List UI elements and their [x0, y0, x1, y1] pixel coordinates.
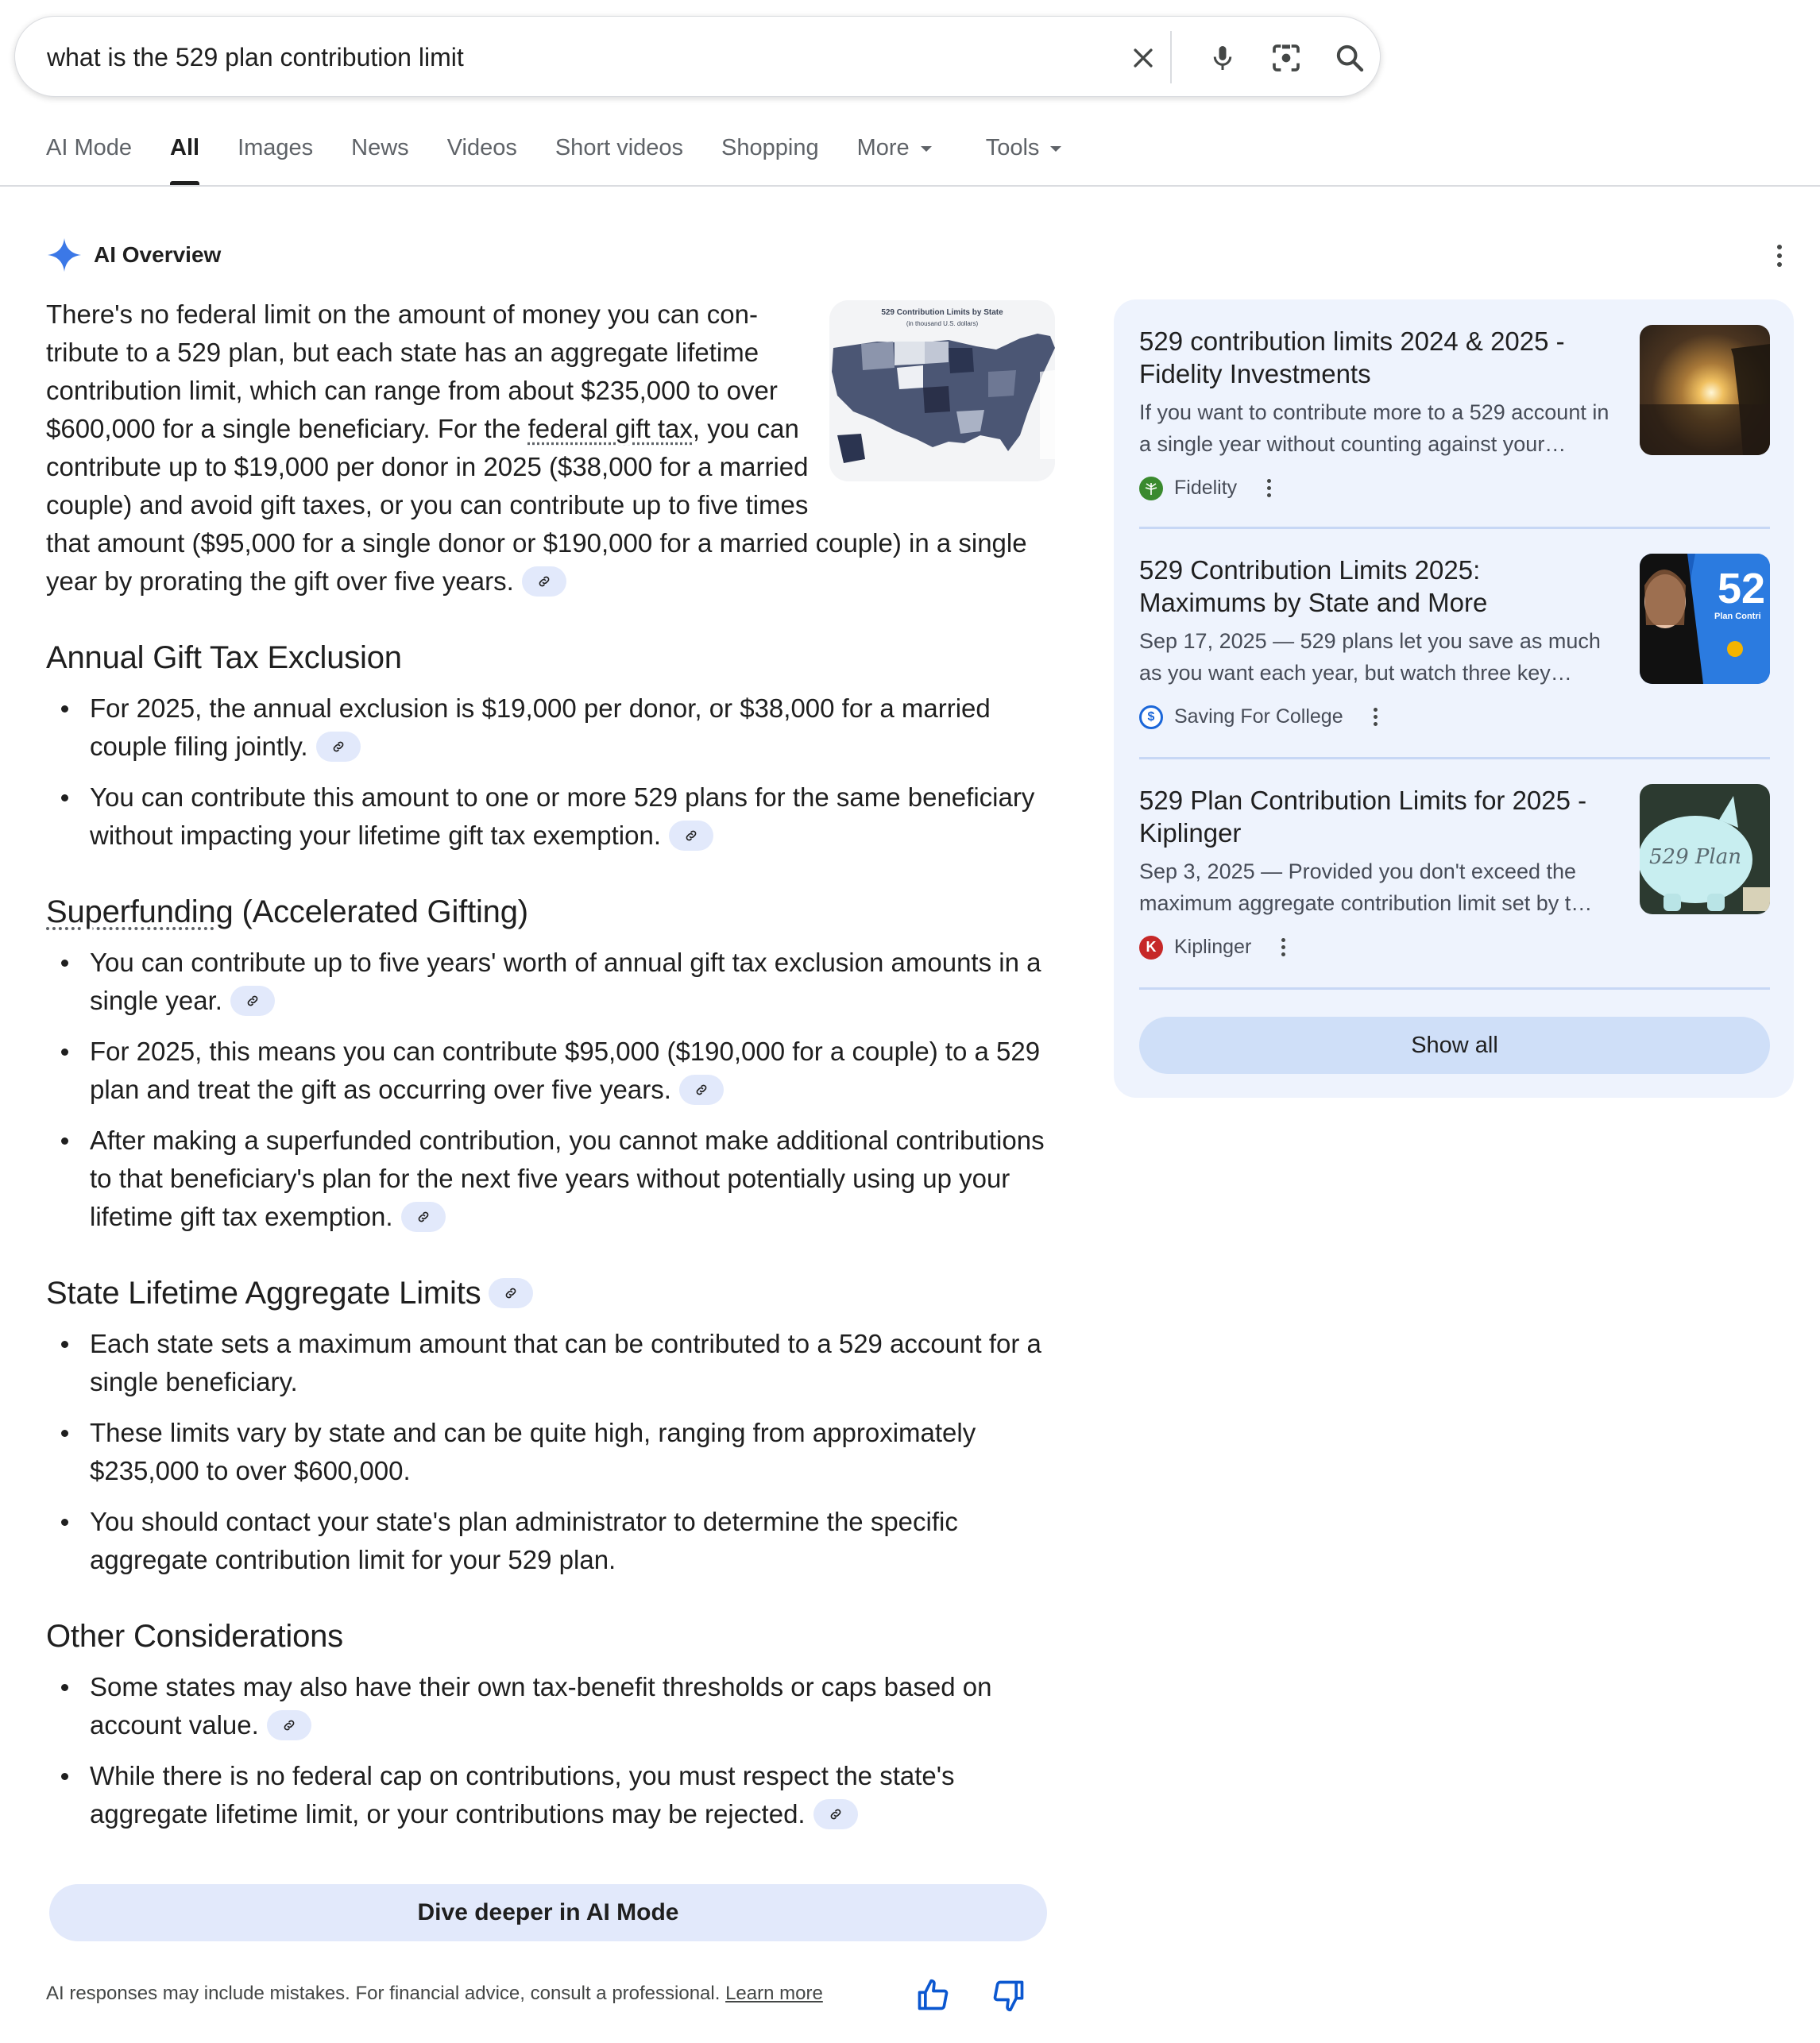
- source-more-button[interactable]: [1275, 935, 1292, 960]
- section-heading-annual-exclusion: Annual Gift Tax Exclusion: [46, 640, 402, 675]
- link-icon: [282, 1718, 296, 1732]
- more-vert-icon-dot: [1374, 715, 1378, 719]
- saving-for-college-favicon-icon: [1139, 705, 1163, 729]
- source-divider: [1139, 527, 1770, 529]
- state-limits-list: [46, 1325, 1055, 1579]
- more-vert-icon: [1267, 479, 1271, 483]
- more-vert-icon: [1281, 938, 1285, 942]
- more-vert-icon-dot: [1777, 262, 1782, 267]
- federal-gift-tax-link[interactable]: federal gift tax: [527, 414, 693, 443]
- lens-search-button[interactable]: [1264, 36, 1308, 80]
- heading-text: (Accelerated Gifting): [233, 894, 528, 929]
- more-vert-icon-dot: [1281, 945, 1285, 949]
- source-thumbnail-piggy-bank: [1640, 784, 1770, 914]
- intro-text-2: , you can contribute up to $19,000 per donor in 2025 ($38,000 for a married couple) and avoid gift taxes, or you can contribute up to five times that amount ($95,000 for a single donor or $190,000 for a married couple) in a single year by prorating the gift over five years.: [46, 414, 1027, 596]
- more-vert-icon: [1374, 708, 1378, 712]
- section-heading-other: Other Considerations: [46, 1619, 343, 1654]
- bullet-text: You can contribute up to five years' worth of annual gift tax exclusion amounts in a single year.: [90, 948, 1041, 1015]
- list-item: [46, 1122, 1055, 1236]
- source-meta: [1139, 476, 1770, 500]
- bullet-text: These limits vary by state and can be quite high, ranging from approximately $235,000 to over $600,000.: [90, 1418, 976, 1485]
- citation-link-button[interactable]: [230, 986, 275, 1016]
- svg-text:(in thousand U.S. dollars): (in thousand U.S. dollars): [906, 320, 979, 327]
- source-card-savingforcollege[interactable]: [1139, 554, 1770, 729]
- disclaimer-text: AI responses may include mistakes. For financial advice, consult a professional.: [46, 1983, 721, 2004]
- link-icon: [245, 994, 260, 1008]
- citation-link-button[interactable]: [489, 1278, 533, 1308]
- search-icon: [1334, 42, 1366, 74]
- tab-ai-mode[interactable]: [46, 135, 132, 186]
- close-icon: [1130, 44, 1157, 71]
- source-card-kiplinger[interactable]: [1139, 784, 1770, 960]
- citation-link-button[interactable]: [267, 1710, 311, 1740]
- tab-label: Shopping: [721, 135, 819, 160]
- annual-exclusion-list: [46, 689, 1055, 855]
- source-meta: [1139, 935, 1770, 960]
- ai-overview-title: AI Overview: [94, 242, 222, 267]
- source-snippet: If you want to contribute more to a 529 account in a single year without counting against your…: [1139, 400, 1609, 456]
- thumbs-down-button[interactable]: [991, 1978, 1026, 2013]
- tab-short-videos[interactable]: [555, 135, 683, 186]
- citation-link-button[interactable]: [316, 732, 361, 762]
- fidelity-favicon-icon: [1139, 477, 1163, 500]
- bullet-text: For 2025, the annual exclusion is $19,000 per donor, or $38,000 for a married couple filing jointly.: [90, 693, 991, 761]
- microphone-icon: [1208, 42, 1237, 74]
- bullet-text: You should contact your state's plan administrator to determine the specific aggregate contribution limit for your 529 plan.: [90, 1507, 958, 1574]
- ai-overview-header: [46, 235, 221, 275]
- bullet-text: Each state sets a maximum amount that can be contributed to a 529 account for a single beneficiary.: [90, 1329, 1041, 1396]
- ai-overview-body: [46, 295, 1055, 1846]
- thumbs-down-icon: [991, 1978, 1026, 2013]
- tab-label: AI Mode: [46, 135, 132, 160]
- ai-overview-more-button[interactable]: [1765, 238, 1794, 273]
- source-title[interactable]: 529 Contribution Limits 2025: Maximums by State and More: [1139, 555, 1488, 617]
- more-vert-icon-dot: [1281, 952, 1285, 956]
- source-more-button[interactable]: [1367, 705, 1384, 729]
- source-meta: [1139, 705, 1770, 729]
- tab-label: News: [351, 135, 409, 160]
- source-divider: [1139, 757, 1770, 759]
- more-vert-icon-dot: [1374, 722, 1378, 726]
- list-item: [46, 1503, 1055, 1579]
- search-input[interactable]: [47, 39, 1080, 75]
- source-snippet: Sep 17, 2025 — 529 plans let you save as much as you want each year, but watch three key…: [1139, 629, 1601, 685]
- link-icon: [829, 1807, 843, 1821]
- map-title: 529 Contribution Limits by State: [881, 308, 1003, 317]
- list-item: [46, 778, 1055, 855]
- sparkle-icon: [46, 235, 83, 275]
- link-icon: [416, 1210, 431, 1224]
- svg-text:Plan Contri: Plan Contri: [1714, 612, 1761, 621]
- bullet-text: After making a superfunded contribution, you cannot make additional contributions to that beneficiary's plan for the next five years without potentially using up your lifetime gift tax exemption.: [90, 1126, 1045, 1231]
- bullet-text: You can contribute this amount to one or more 529 plans for the same beneficiary without impacting your lifetime gift tax exemption.: [90, 782, 1035, 850]
- tab-label: Images: [238, 135, 314, 160]
- more-vert-icon-dot: [1777, 253, 1782, 258]
- source-more-button[interactable]: [1261, 476, 1277, 500]
- source-site-name: Kiplinger: [1174, 936, 1252, 958]
- list-item: [46, 1033, 1055, 1109]
- list-item: [46, 1757, 1055, 1833]
- list-item: [46, 1414, 1055, 1490]
- search-submit-button[interactable]: [1327, 36, 1372, 80]
- link-icon: [694, 1083, 709, 1097]
- search-bar: [14, 16, 1381, 97]
- link-icon: [504, 1286, 518, 1300]
- learn-more-link[interactable]: Learn more: [725, 1983, 823, 2004]
- citation-link-button[interactable]: [679, 1075, 724, 1105]
- search-tabs: [46, 135, 1099, 186]
- tab-news[interactable]: [351, 135, 409, 186]
- piggy-bank-image: [1640, 784, 1770, 914]
- source-thumbnail-video: [1640, 554, 1770, 684]
- dive-deeper-ai-mode-button[interactable]: Dive deeper in AI Mode: [49, 1884, 1047, 1941]
- caret-down-icon: [1050, 146, 1061, 152]
- citation-link-button[interactable]: [401, 1202, 446, 1232]
- bullet-text: While there is no federal cap on contributions, you must respect the state's aggregate lifetime limit, or your contributions may be rejected.: [90, 1761, 955, 1829]
- clear-search-button[interactable]: [1121, 36, 1165, 80]
- source-divider: [1139, 987, 1770, 990]
- more-vert-icon-dot: [1267, 486, 1271, 490]
- heading-text: State Lifetime Aggregate Limits: [46, 1276, 481, 1311]
- link-icon: [684, 828, 698, 843]
- svg-text:529 Plan: 529 Plan: [1649, 845, 1741, 869]
- favicon-letter: K: [1146, 939, 1157, 955]
- source-thumbnail-graduation: [1640, 325, 1770, 455]
- list-item: [46, 1668, 1055, 1744]
- state-limits-map-image[interactable]: [829, 300, 1055, 481]
- section-heading-superfunding: [46, 891, 1055, 933]
- citation-link-button[interactable]: [813, 1799, 858, 1829]
- source-site-name: Saving For College: [1174, 705, 1343, 728]
- tab-label: More: [856, 135, 910, 160]
- thumbs-up-icon: [915, 1978, 950, 2013]
- tab-tools[interactable]: [986, 135, 1062, 186]
- svg-text:52: 52: [1718, 565, 1766, 612]
- tab-more[interactable]: [857, 135, 932, 186]
- tab-label: Short videos: [555, 135, 684, 160]
- source-card-fidelity[interactable]: [1139, 325, 1770, 500]
- tab-label: Tools: [985, 135, 1040, 160]
- other-considerations-list: [46, 1668, 1055, 1833]
- tab-label: Videos: [446, 135, 517, 160]
- tab-images[interactable]: [238, 135, 313, 186]
- superfunding-link[interactable]: Superfunding: [46, 894, 234, 929]
- us-map-chart-icon: [829, 300, 1055, 481]
- graduation-cap-image: [1640, 325, 1770, 455]
- video-thumbnail-image: [1640, 554, 1770, 684]
- tabs-divider: [0, 185, 1820, 187]
- tab-label: All: [170, 135, 200, 160]
- tab-videos[interactable]: [447, 135, 517, 186]
- source-site-name: Fidelity: [1174, 477, 1238, 499]
- show-all-sources-button[interactable]: Show all: [1139, 1017, 1770, 1074]
- kiplinger-favicon-icon: [1139, 936, 1163, 960]
- tab-shopping[interactable]: [721, 135, 819, 186]
- superfunding-list: [46, 944, 1055, 1236]
- voice-search-button[interactable]: [1200, 36, 1245, 80]
- link-icon: [537, 574, 551, 589]
- more-vert-icon-dot: [1267, 493, 1271, 497]
- ai-disclaimer: [46, 1983, 823, 2005]
- thumbs-up-button[interactable]: [915, 1978, 950, 2013]
- search-divider: [1170, 31, 1172, 83]
- bullet-text: For 2025, this means you can contribute $95,000 ($190,000 for a couple) to a 529 plan and treat the gift as occurring over five years.: [90, 1037, 1041, 1104]
- link-icon: [331, 740, 346, 754]
- more-vert-icon: [1777, 245, 1782, 249]
- favicon-letter: $: [1147, 709, 1155, 724]
- tab-all[interactable]: [170, 135, 199, 186]
- list-item: [46, 944, 1055, 1020]
- sources-panel: [1114, 299, 1794, 1098]
- source-title[interactable]: 529 contribution limits 2024 & 2025 - Fidelity Investments: [1139, 326, 1565, 388]
- citation-link-button[interactable]: [522, 566, 566, 597]
- intro-text-1: There's no federal limit on the amount of money you can contribute to a 529 plan, but each state has an aggregate lifetime contribution limit, which can range from about $235,000 to over $600,000 for a single beneficiary. For the: [46, 299, 778, 443]
- caret-down-icon: [921, 146, 932, 152]
- source-title[interactable]: 529 Plan Contribution Limits for 2025 - Kiplinger: [1139, 786, 1587, 848]
- section-heading-state-limits: [46, 1273, 1055, 1314]
- list-item: [46, 1325, 1055, 1401]
- citation-link-button[interactable]: [669, 821, 713, 851]
- list-item: [46, 689, 1055, 766]
- bullet-text: Some states may also have their own tax-benefit thresholds or caps based on account value.: [90, 1672, 992, 1740]
- source-snippet: Sep 3, 2025 — Provided you don't exceed the maximum aggregate contribution limit set by t…: [1139, 859, 1593, 915]
- camera-lens-icon: [1270, 42, 1302, 74]
